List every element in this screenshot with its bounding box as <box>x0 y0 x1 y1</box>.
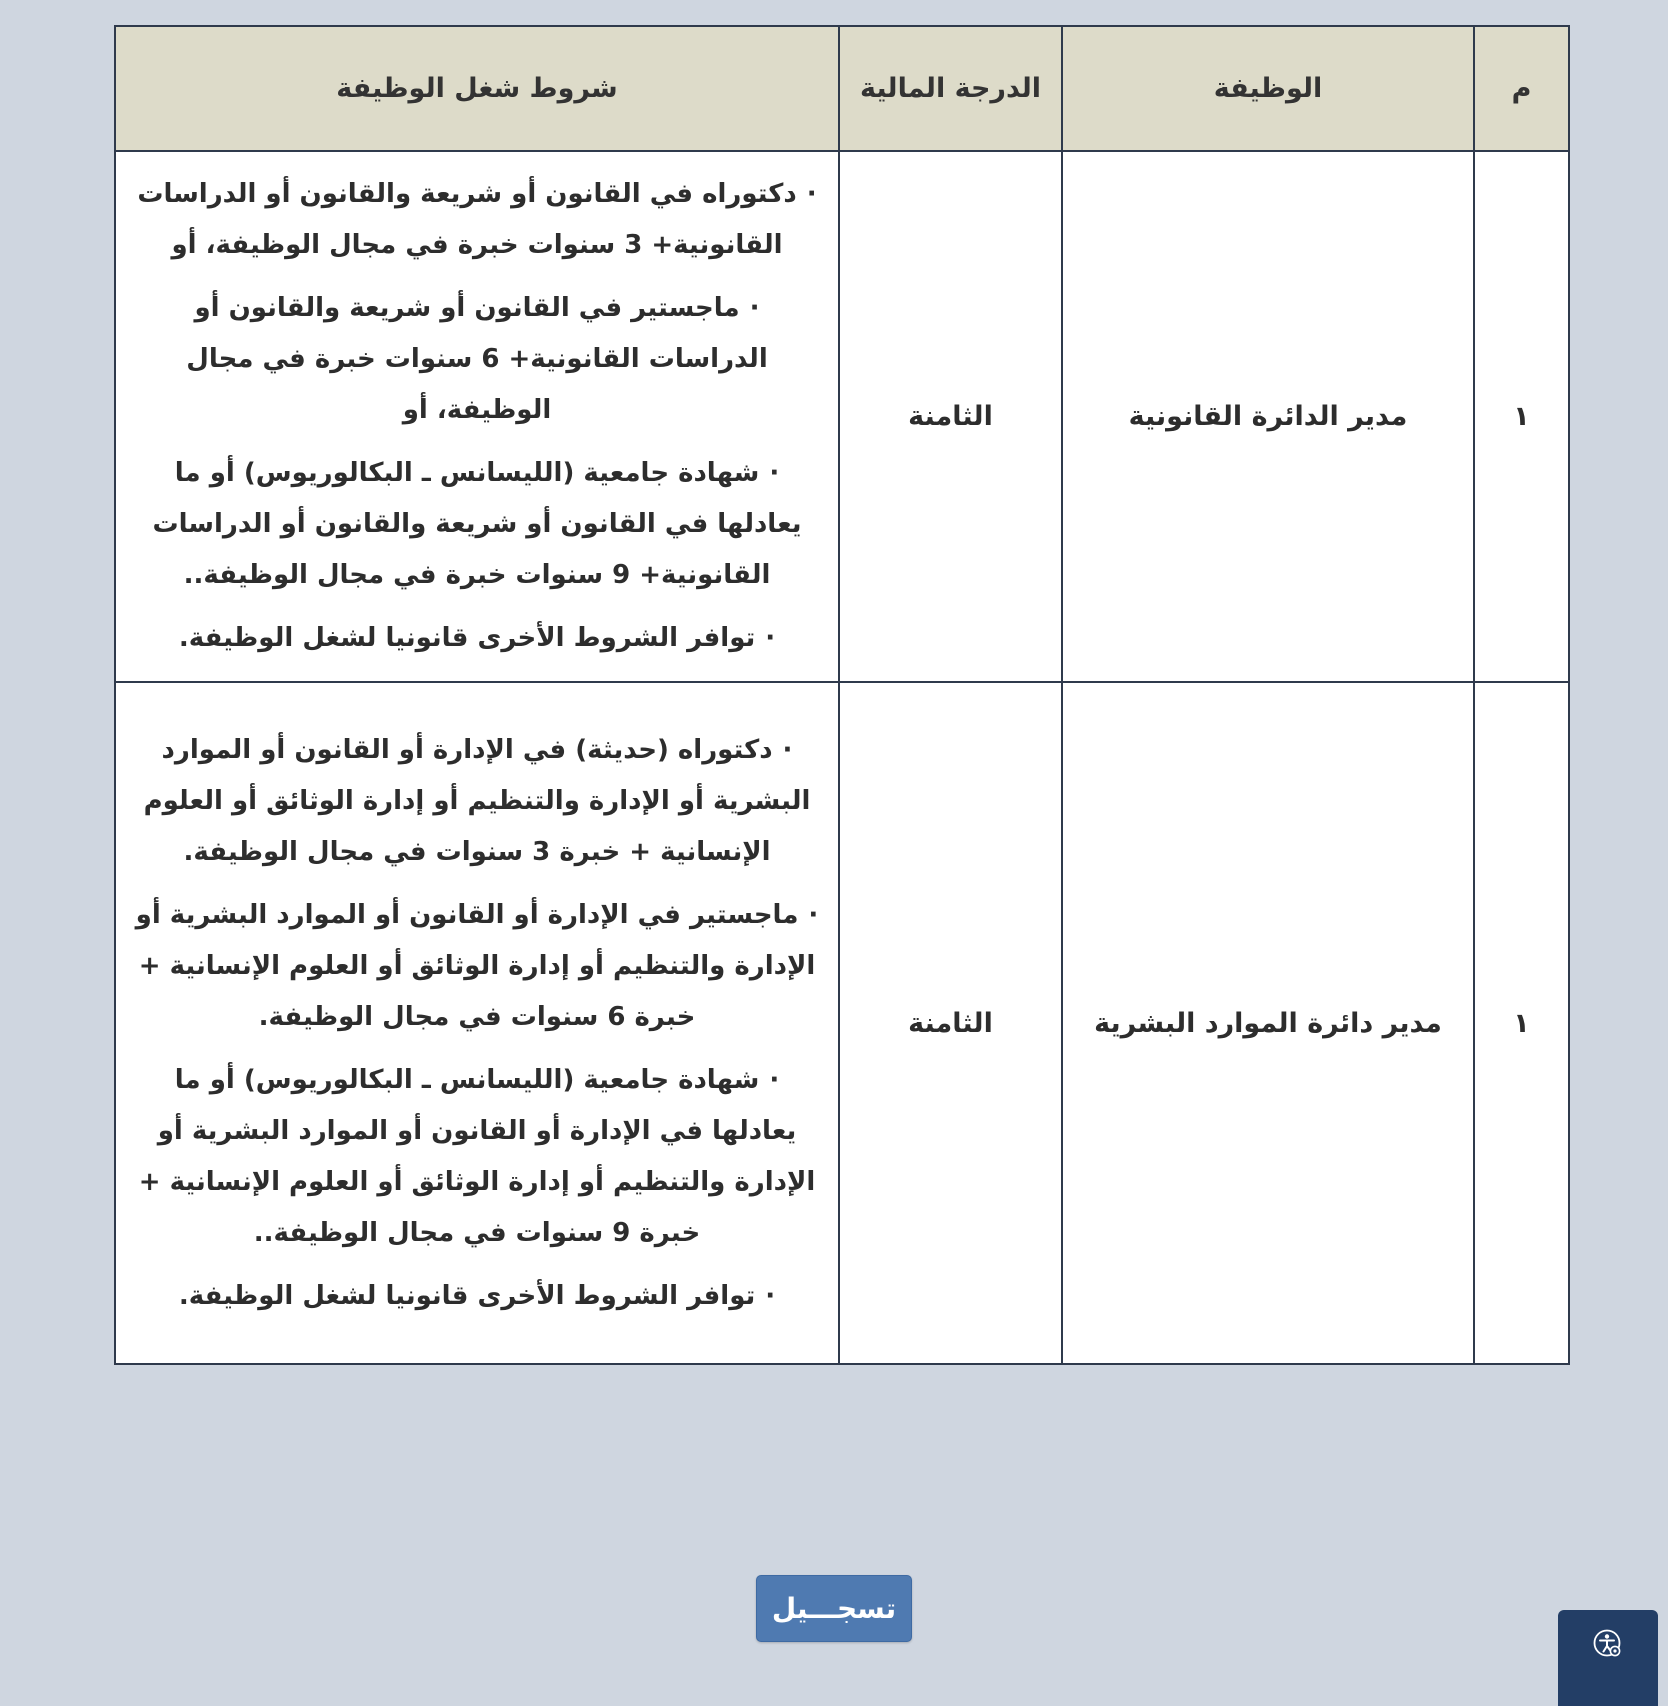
job-grade: الثامنة <box>839 682 1062 1364</box>
header-conditions: شروط شغل الوظيفة <box>115 26 839 151</box>
header-grade: الدرجة المالية <box>839 26 1062 151</box>
condition-item: · شهادة جامعية (الليسانس ـ البكالوريوس) أو ما يعادلها في القانون أو شريعة والقانون أو الدراسات القانونية+ 9 سنوات خبرة في مجال الوظيفة.. <box>131 448 823 601</box>
register-button[interactable]: تسجـــيل <box>756 1575 912 1642</box>
conditions-list <box>117 169 837 664</box>
condition-item: · توافر الشروط الأخرى قانونيا لشغل الوظيفة. <box>131 613 823 664</box>
accessibility-widget-button[interactable] <box>1558 1610 1658 1706</box>
condition-item: · دكتوراه (حديثة) في الإدارة أو القانون أو الموارد البشرية أو الإدارة والتنظيم أو إدارة الوثائق أو العلوم الإنسانية + خبرة 3 سنوات في مجال الوظيفة. <box>131 725 823 878</box>
job-conditions <box>115 682 839 1364</box>
table-header-row <box>115 26 1569 151</box>
condition-item: · ماجستير في القانون أو شريعة والقانون أو الدراسات القانونية+ 6 سنوات خبرة في مجال الوظيفة، أو <box>131 283 823 436</box>
table-row <box>115 151 1569 682</box>
condition-item: · ماجستير في الإدارة أو القانون أو الموارد البشرية أو الإدارة والتنظيم أو إدارة الوثائق أو العلوم الإنسانية + خبرة 6 سنوات في مجال الوظيفة. <box>131 890 823 1043</box>
condition-item: · دكتوراه في القانون أو شريعة والقانون أو الدراسات القانونية+ 3 سنوات خبرة في مجال الوظيفة، أو <box>131 169 823 271</box>
job-title: مدير الدائرة القانونية <box>1062 151 1474 682</box>
conditions-list <box>117 725 837 1322</box>
header-number: م <box>1474 26 1569 151</box>
header-job: الوظيفة <box>1062 26 1474 151</box>
table-row <box>115 682 1569 1364</box>
accessibility-icon <box>1592 1628 1624 1706</box>
row-number: ١ <box>1474 682 1569 1364</box>
job-title: مدير دائرة الموارد البشرية <box>1062 682 1474 1364</box>
jobs-table <box>114 25 1570 1365</box>
condition-item: · شهادة جامعية (الليسانس ـ البكالوريوس) أو ما يعادلها في الإدارة أو القانون أو الموارد البشرية أو الإدارة والتنظيم أو إدارة الوثائق أو العلوم الإنسانية + خبرة 9 سنوات في مجال الوظيفة.. <box>131 1055 823 1259</box>
condition-item: · توافر الشروط الأخرى قانونيا لشغل الوظيفة. <box>131 1271 823 1322</box>
row-number: ١ <box>1474 151 1569 682</box>
job-conditions <box>115 151 839 682</box>
job-grade: الثامنة <box>839 151 1062 682</box>
